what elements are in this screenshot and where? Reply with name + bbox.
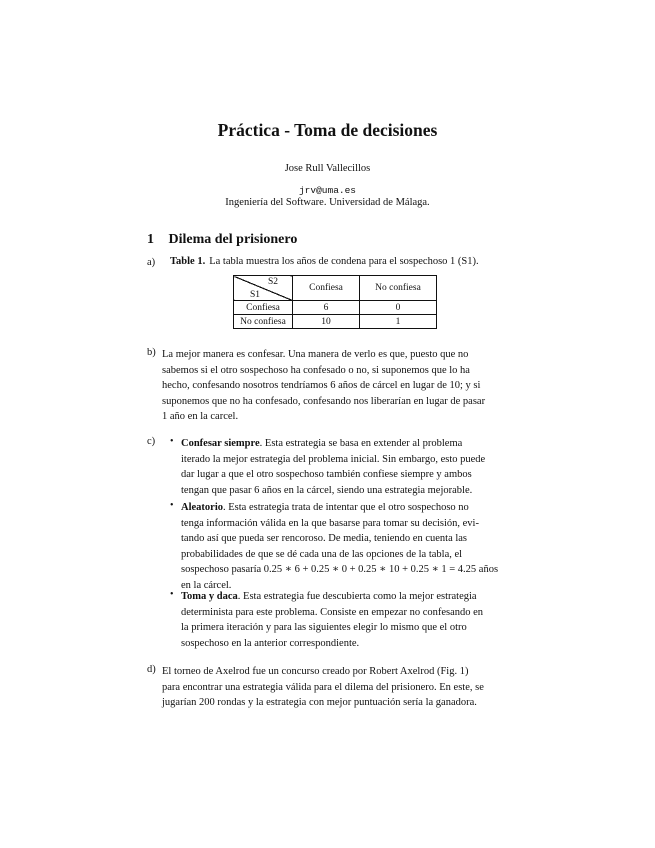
table-row [234, 315, 437, 329]
strategy-term: Aleatorio [181, 502, 223, 513]
table-cell: 0 [360, 301, 437, 315]
bullet-icon: • [170, 500, 174, 511]
text-line: iterado la mejor estrategia del problema inicial. Sin embargo, esto puede [181, 453, 486, 465]
table-corner-cell [234, 276, 293, 301]
section-title: Dilema del prisionero [168, 232, 298, 247]
text-line: Toma y daca. Esta estrategia fue descubierta como la mejor estrategia [181, 591, 477, 602]
text-line: sospechoso en la anterior correspondiente. [181, 637, 360, 649]
col-header-confiesa: Confiesa [293, 276, 360, 301]
strategy-toma-y-daca [181, 589, 515, 651]
table-caption [170, 256, 479, 267]
text-line: El torneo de Axelrod fue un concurso creado por Robert Axelrod (Fig. 1) [162, 666, 469, 677]
item-label-c: c) [147, 436, 156, 447]
text-line: en la cárcel. [181, 579, 232, 591]
table-row [234, 301, 437, 315]
col-header-no-confiesa: No confiesa [360, 276, 437, 301]
table-cell: 10 [293, 315, 360, 329]
paragraph-b [162, 347, 515, 425]
strategy-aleatorio [181, 500, 515, 593]
document-title: Práctica - Toma de decisiones [217, 120, 438, 140]
text-line: tando así que pueda ser rencoroso. De media, teniendo en cuenta las [181, 533, 468, 544]
item-label-a: a) [147, 257, 156, 268]
bullet-icon: • [170, 589, 174, 600]
text-line: sospechoso pasaría 0.25 ∗ 6 + 0.25 ∗ 0 + 0.25 ∗ 10 + 0.25 ∗ 1 = 4.25 años [181, 564, 499, 575]
corner-label-s2: S2 [267, 277, 278, 287]
strategy-confesar-siempre [181, 436, 515, 498]
text-line: probabilidades de que se dé cada una de las opciones de la tabla, el [181, 548, 463, 560]
corner-label-s1: S1 [250, 290, 261, 300]
table-cell: 6 [293, 301, 360, 315]
text-line: suponemos que no ha confesado, confesando nos liberarían en lugar de pasar [162, 395, 486, 407]
row-header: No confiesa [234, 315, 293, 329]
text-line: la primera iteración y para las siguientes elegir lo mismo que el otro [181, 622, 467, 633]
table-caption-text: La tabla muestra los años de condena para el sospechoso 1 (S1). [209, 256, 479, 267]
text-line: jugarían 200 rondas y la estrategia con mejor puntuación sería la ganadora. [162, 697, 477, 708]
text-line: para encontrar una estrategia válida para el dilema del prisionero. En este, se [162, 681, 484, 693]
table-caption-label: Table 1. [170, 256, 206, 267]
text-line: 1 año en la carcel. [162, 411, 239, 422]
author-email: jrv@uma.es [298, 185, 356, 196]
text-line: sabemos si el otro sospechoso ha confesado o no, si suponemos que lo ha [162, 364, 470, 376]
sentence-table [233, 275, 437, 329]
text-line: dar lugar a que el otro sospechoso también confiese siempre y ambos [181, 469, 472, 480]
section-number: 1 [147, 232, 154, 247]
table-cell: 1 [360, 315, 437, 329]
bullet-icon: • [170, 436, 174, 447]
table-header-row [234, 276, 437, 301]
author-name: Jose Rull Vallecillos [284, 163, 371, 174]
item-label-b: b) [147, 347, 156, 358]
text-line: Aleatorio. Esta estrategia trata de intentar que el otro sospechoso no [181, 502, 469, 513]
strategy-term: Toma y daca [181, 591, 238, 602]
author-affiliation: Ingeniería del Software. Universidad de Málaga. [225, 197, 430, 208]
text-line: tengan que pasar 6 años en la cárcel, siendo una estrategia mejorable. [181, 484, 473, 496]
paragraph-d [162, 664, 515, 711]
text-line: determinista para este problema. Consiste en empezar no confesando en [181, 606, 484, 618]
row-header: Confiesa [234, 301, 293, 315]
strategy-term: Confesar siempre [181, 438, 260, 449]
text-line: La mejor manera es confesar. Una manera de verlo es que, puesto que no [162, 349, 469, 360]
text-line: Confesar siempre. Esta estrategia se basa en extender al problema [181, 438, 463, 449]
section-heading [147, 232, 297, 248]
text-line: tenga información válida en la que basarse para tomar su decisión, evi- [181, 517, 479, 529]
text-line: hecho, confesando nosotros tendríamos 6 años de cárcel en lugar de 10; y si [162, 380, 481, 391]
item-label-d: d) [147, 664, 156, 675]
